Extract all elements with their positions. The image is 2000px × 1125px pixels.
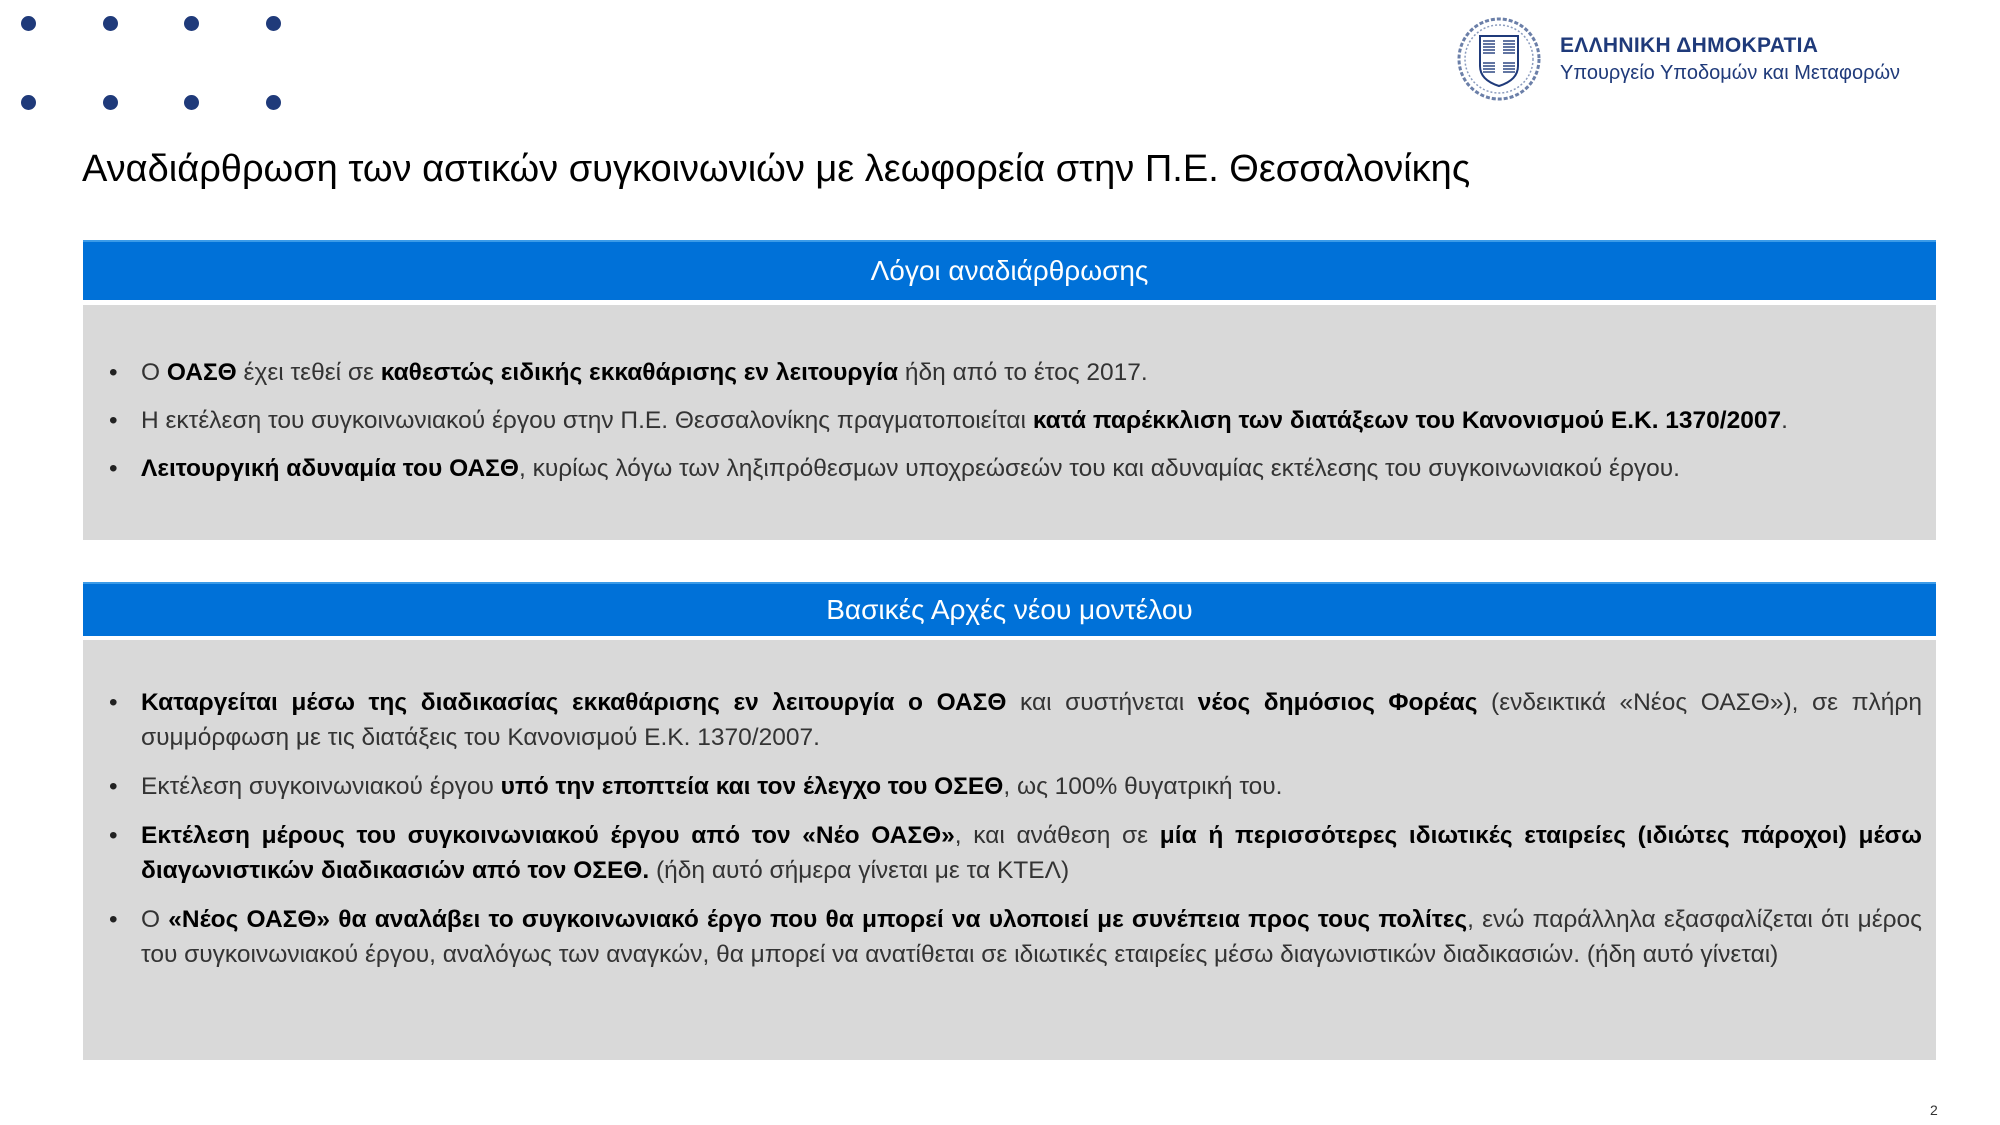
text: Ο [141, 906, 169, 933]
dot-icon [21, 16, 36, 31]
bullet-item [97, 769, 1922, 804]
text: ήδη από το έτος 2017. [898, 359, 1148, 386]
text: Εκτέλεση συγκοινωνιακού έργου [141, 773, 501, 800]
bullet-item [97, 403, 1922, 438]
bullet-list [97, 355, 1922, 486]
page-title: Αναδιάρθρωση των αστικών συγκοινωνιών με λεωφορεία στην Π.Ε. Θεσσαλονίκης [82, 148, 1471, 190]
text: . [1781, 407, 1788, 434]
bullet-item [97, 902, 1922, 972]
ministry-logo [1456, 16, 1900, 102]
bold-text: μία ή περισσότερες ιδιωτικές εταιρείες (ιδιώτες πάροχοι) μέσω διαγωνιστικών διαδικασιών από τον ΟΣΕΘ. [141, 822, 1922, 884]
section-heading-principles [83, 582, 1936, 636]
text: (ήδη αυτό σήμερα γίνεται με τα ΚΤΕΛ) [649, 857, 1070, 884]
text: έχει τεθεί σε [236, 359, 381, 386]
section-panel-reasons [83, 305, 1936, 540]
text: Η εκτέλεση του συγκοινωνιακού έργου στην Π.Ε. Θεσσαλονίκης πραγματοποιείται [141, 407, 1033, 434]
section-heading-reasons [83, 240, 1936, 300]
bullet-item [97, 355, 1922, 390]
bullet-item [97, 685, 1922, 755]
text: Ο [141, 359, 167, 386]
text: και συστήνεται [1006, 689, 1198, 716]
dot-icon [103, 16, 118, 31]
text: , ενώ παράλληλα εξασφαλίζεται ότι μέρος του συγκοινωνιακού έργου, αναλόγως των αναγκών, θα μπορεί να ανατίθεται σε ιδιωτικές εταιρείες μέσω διαγωνιστικών διαδικασιών. (ήδη αυτό γίνεται) [141, 906, 1922, 968]
bold-text: κατά παρέκκλιση των διατάξεων του Κανονισμού Ε.Κ. 1370/2007 [1032, 407, 1782, 434]
text: , και ανάθεση σε [954, 822, 1160, 849]
greek-coat-of-arms-icon [1456, 16, 1542, 102]
bullet-item [97, 451, 1922, 486]
text: , κυρίως λόγω των ληξιπρόθεσμων υποχρεώσεών του και αδυναμίας εκτέλεσης του συγκοινωνιακού έργου. [518, 455, 1680, 482]
bold-text: Λειτουργική αδυναμία του ΟΑΣΘ [141, 455, 519, 482]
text: (ενδεικτικά «Νέος ΟΑΣΘ»), σε πλήρη συμμόρφωση με τις διατάξεις του Κανονισμού Ε.Κ. 1370/2007. [141, 689, 1922, 751]
section-heading-label: Λόγοι αναδιάρθρωσης [870, 255, 1149, 286]
logo-ministry-name: Υπουργείο Υποδομών και Μεταφορών [1560, 61, 1901, 84]
dot-icon [266, 95, 281, 110]
bold-text: «Νέος ΟΑΣΘ» θα αναλάβει το συγκοινωνιακό έργο που θα μπορεί να υλοποιεί με συνέπεια προς τους πολίτες [168, 906, 1468, 933]
bold-text: ΟΑΣΘ [166, 359, 237, 386]
bold-text: νέος δημόσιος Φορέας [1197, 689, 1478, 716]
bold-text: καθεστώς ειδικής εκκαθάρισης εν λειτουργία [380, 359, 899, 386]
bold-text: υπό την εποπτεία και τον έλεγχο του ΟΣΕΘ [500, 773, 1004, 800]
logo-country-name: ΕΛΛΗΝΙΚΗ ΔΗΜΟΚΡΑΤΙΑ [1560, 33, 1819, 57]
section-panel-principles [83, 640, 1936, 1060]
bullet-item [97, 818, 1922, 888]
dot-icon [21, 95, 36, 110]
bullet-list [97, 685, 1922, 972]
dot-icon [266, 16, 281, 31]
dot-icon [184, 16, 199, 31]
text: , ως 100% θυγατρική του. [1003, 773, 1283, 800]
bold-text: Εκτέλεση μέρους του συγκοινωνιακού έργου από τον «Νέο ΟΑΣΘ» [141, 822, 955, 849]
page-number: 2 [1930, 1102, 1938, 1118]
dot-icon [103, 95, 118, 110]
bold-text: Καταργείται μέσω της διαδικασίας εκκαθάρισης εν λειτουργία ο ΟΑΣΘ [141, 689, 1007, 716]
section-heading-label: Βασικές Αρχές νέου μοντέλου [826, 594, 1193, 625]
dot-icon [184, 95, 199, 110]
